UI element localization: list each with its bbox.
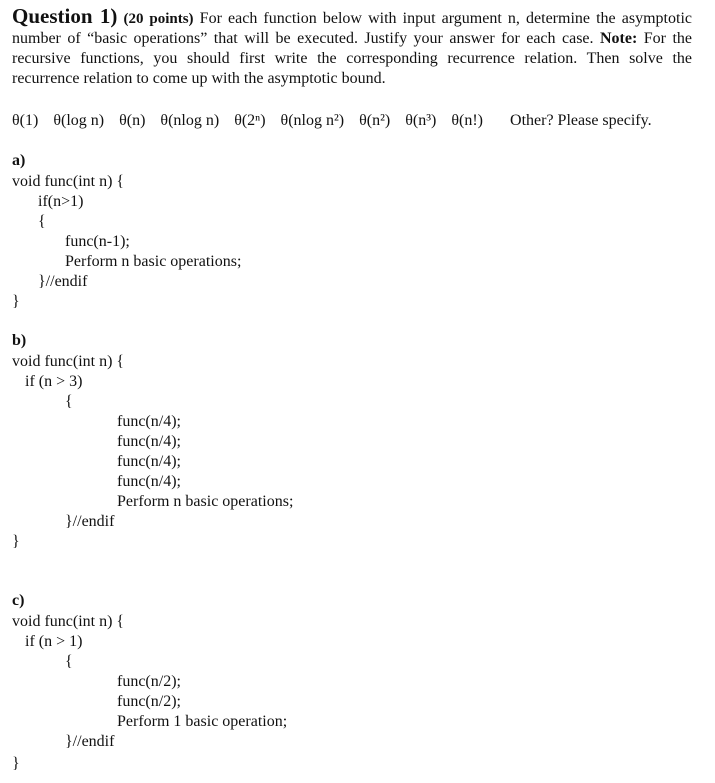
option-theta-1: θ(1) — [12, 112, 39, 129]
part-a-line-4: func(n-1); — [65, 233, 130, 250]
note-text: For the recursive functions, you should first write the corresponding recurrence relation. Then solve the recurrence relation to come up with the asymptotic bound. — [12, 30, 692, 87]
part-b-line-7: func(n/4); — [117, 473, 181, 490]
option-theta-n3: θ(n³) — [405, 112, 437, 129]
part-c-line-2: if (n > 1) — [25, 633, 83, 650]
part-a-line-5: Perform n basic operations; — [65, 253, 242, 270]
part-c-label: c) — [12, 592, 25, 609]
part-b-line-2: if (n > 3) — [25, 373, 83, 390]
option-theta-nlogn: θ(nlog n) — [160, 112, 220, 129]
part-a-label: a) — [12, 152, 26, 169]
part-c-line-3: { — [65, 653, 73, 670]
option-other: Other? Please specify. — [510, 112, 652, 129]
part-a-line-7: } — [12, 293, 20, 310]
question-intro: For each function below with input argument n, determine the asymptotic number of “basic operations” that will be executed. Justify your answer for each case. — [12, 10, 692, 47]
part-b-label: b) — [12, 332, 27, 349]
question-title: Question 1) — [12, 4, 118, 28]
question-header — [12, 6, 692, 89]
part-c-line-6: Perform 1 basic operation; — [117, 713, 288, 730]
part-c-line-1: void func(int n) { — [12, 613, 125, 630]
option-theta-nlogn2: θ(nlog n²) — [280, 112, 345, 129]
part-a-line-1: void func(int n) { — [12, 173, 125, 190]
part-b-line-6: func(n/4); — [117, 453, 181, 470]
part-b-line-9: }//endif — [65, 513, 115, 530]
part-b-line-1: void func(int n) { — [12, 353, 125, 370]
part-b-line-5: func(n/4); — [117, 433, 181, 450]
part-a-line-2: if(n>1) — [38, 193, 84, 210]
note-label: Note: — [599, 30, 638, 47]
part-a-line-3: { — [38, 213, 46, 230]
part-b-line-10: } — [12, 533, 20, 550]
option-theta-n2: θ(n²) — [359, 112, 391, 129]
part-c-line-7: }//endif — [65, 733, 115, 750]
option-theta-2n: θ(2ⁿ) — [234, 112, 266, 129]
option-theta-nfact: θ(n!) — [451, 112, 484, 129]
part-c-line-5: func(n/2); — [117, 693, 181, 710]
part-a-line-6: }//endif — [38, 273, 88, 290]
answer-options — [12, 112, 692, 130]
part-c-line-8: } — [12, 755, 20, 772]
part-b-line-4: func(n/4); — [117, 413, 181, 430]
part-b-line-8: Perform n basic operations; — [117, 493, 294, 510]
part-c-line-4: func(n/2); — [117, 673, 181, 690]
option-theta-n: θ(n) — [119, 112, 146, 129]
question-points: (20 points) — [123, 11, 194, 27]
part-b-line-3: { — [65, 393, 73, 410]
option-theta-logn: θ(log n) — [53, 112, 105, 129]
